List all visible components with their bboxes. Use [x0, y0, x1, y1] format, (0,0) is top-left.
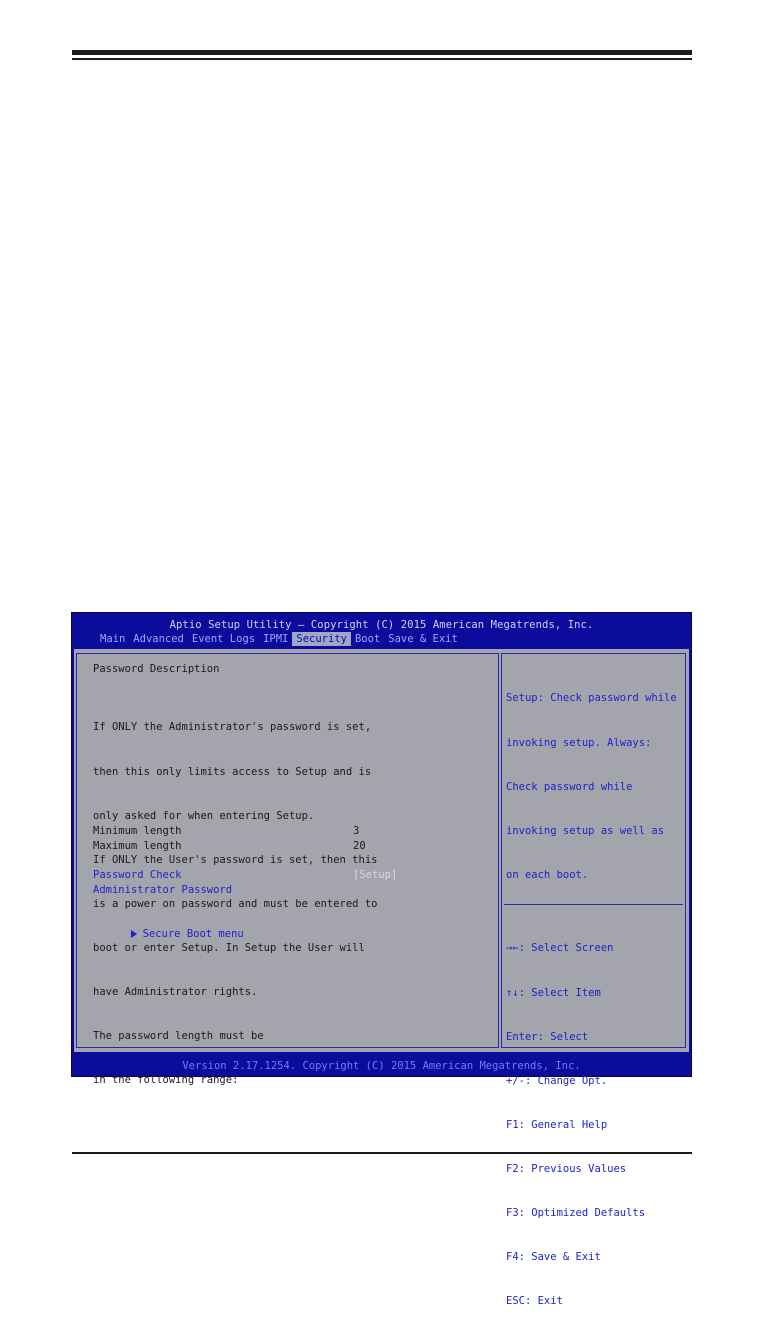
document-bottom-rule: [72, 1152, 692, 1154]
key-general-help: F1: General Help: [506, 1118, 608, 1131]
key-enter-select: Enter: Select: [506, 1030, 589, 1043]
tab-save-exit[interactable]: Save & Exit: [388, 633, 458, 645]
tab-event-logs[interactable]: Event Logs: [191, 633, 256, 645]
key-previous-values: F2: Previous Values: [506, 1162, 627, 1175]
key-save-exit: F4: Save & Exit: [506, 1251, 601, 1264]
help-line: Setup: Check password while: [506, 692, 677, 705]
key-change-opt: +/-: Change Opt.: [506, 1074, 608, 1087]
password-check-label[interactable]: Password Check: [93, 869, 182, 881]
key-optimized-defaults: F3: Optimized Defaults: [506, 1206, 646, 1219]
tab-main[interactable]: Main: [100, 633, 126, 645]
help-text: [506, 662, 677, 912]
title-bar: Aptio Setup Utility – Copyright (C) 2015 American Megatrends, Inc.: [169, 619, 594, 631]
description-line: is a power on password and must be entered to: [93, 897, 378, 910]
administrator-password-item[interactable]: Administrator Password: [93, 884, 233, 896]
tab-advanced[interactable]: Advanced: [133, 633, 184, 645]
description-line: in the following range:: [93, 1074, 239, 1087]
document-top-rule: [72, 50, 692, 55]
description-line: then this only limits access to Setup and is: [93, 765, 372, 778]
password-description-text: [93, 691, 377, 1117]
max-length-value: 20: [353, 840, 366, 852]
tab-boot[interactable]: Boot: [354, 633, 381, 645]
description-line: boot or enter Setup. In Setup the User will: [93, 941, 365, 954]
description-line: If ONLY the User's password is set, then this: [93, 853, 378, 866]
help-line: invoking setup as well as: [506, 824, 665, 837]
help-pane: [501, 653, 686, 1308]
submenu-arrow-icon: [131, 930, 137, 938]
description-line: only asked for when entering Setup.: [93, 809, 315, 822]
password-check-value[interactable]: [Setup]: [353, 869, 398, 881]
key-esc-exit: ESC: Exit: [506, 1295, 563, 1308]
key-legend: [506, 912, 645, 1338]
help-line: invoking setup. Always:: [506, 736, 652, 749]
help-divider: [504, 904, 683, 905]
max-length-label: Maximum length: [93, 840, 182, 852]
version-bar: Version 2.17.1254. Copyright (C) 2015 American Megatrends, Inc.: [182, 1060, 581, 1072]
document-top-rule-thin: [72, 58, 692, 60]
bios-screen: [71, 612, 692, 1308]
key-select-screen: →←: Select Screen: [506, 942, 614, 955]
description-line: If ONLY the Administrator's password is set,: [93, 721, 372, 734]
password-description-heading: Password Description: [93, 663, 220, 675]
description-line: The password length must be: [93, 1030, 264, 1043]
min-length-value: 3: [353, 825, 360, 837]
tab-ipmi[interactable]: IPMI: [263, 633, 289, 645]
min-length-label: Minimum length: [93, 825, 182, 837]
key-select-item: ↑↓: Select Item: [506, 986, 601, 999]
help-line: on each boot.: [506, 868, 589, 881]
help-line: Check password while: [506, 780, 633, 793]
secure-boot-menu-label: Secure Boot menu: [142, 927, 244, 940]
secure-boot-menu-item[interactable]: [80, 912, 244, 956]
description-line: have Administrator rights.: [93, 985, 258, 998]
menu-bar: [96, 632, 462, 646]
tab-security[interactable]: Security: [292, 632, 351, 646]
